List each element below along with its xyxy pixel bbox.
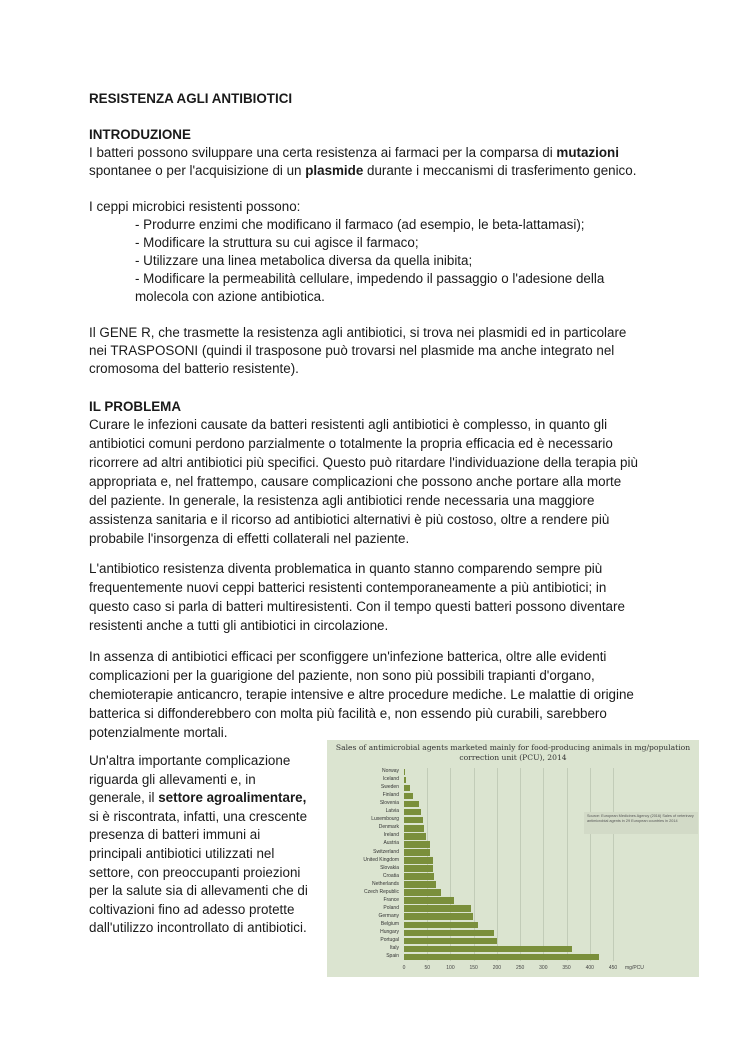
problem-p2-line: questo caso si parla di batteri multiresistenti. Con il tempo questi batteri possono diventare: [89, 599, 625, 614]
category-label: Denmark: [378, 824, 399, 831]
chart-bar-row: [327, 873, 699, 881]
x-tick-label: 200: [492, 965, 502, 971]
chart-bar: [404, 865, 433, 872]
intro-paragraph-line-1: [89, 144, 619, 162]
category-label: Sweden: [380, 784, 399, 791]
category-label: Portugal: [380, 937, 399, 944]
text-run: durante i meccanismi di trasferimento genico.: [363, 163, 637, 178]
chart-source-note: Source: European Medicines Agency (2016) Sales of veterinary antimicrobial agents in 29 European countries in 2014: [584, 812, 698, 834]
side-line: Un'altra importante complicazione: [89, 753, 291, 768]
side-line: per la salute sia di allevamenti che di: [89, 883, 308, 899]
x-tick-label: 450: [608, 965, 618, 971]
text-run: I batteri possono sviluppare una certa resistenza ai farmaci per la comparsa di: [89, 145, 557, 160]
chart-bar: [404, 930, 494, 937]
problem-p3-line: batterica si diffonderebbero con molta più facilità e, non essendo più curabili, sarebbero: [89, 706, 607, 721]
side-line: coltivazioni fino ad adesso protette: [89, 901, 295, 917]
category-label: France: [383, 896, 399, 903]
chart-bar: [404, 825, 424, 832]
problem-p1-line: Curare le infezioni causate da batteri resistenti agli antibiotici è complesso, in quanto gli: [89, 417, 608, 432]
chart-bar-row: [327, 857, 699, 865]
list-intro: I ceppi microbici resistenti possono:: [89, 199, 301, 214]
chart-bar-row: [327, 897, 699, 905]
x-tick-label: 100: [446, 965, 455, 971]
chart-bar: [404, 785, 410, 792]
x-axis-unit: mg/PCU: [625, 965, 644, 971]
category-label: Ireland: [383, 832, 399, 839]
chart-bar: [404, 793, 413, 800]
chart-bar-row: [327, 913, 699, 921]
list-item: - Utilizzare una linea metabolica diversa da quella inibita;: [135, 253, 473, 268]
chart-bar: [404, 809, 421, 816]
category-label: Switzerland: [373, 848, 399, 855]
chart-bar: [404, 849, 430, 856]
problem-p3-line: complicazioni per la guarigione del paziente, non sono più possibili trapianti d'organo,: [89, 668, 595, 683]
x-tick-label: 250: [515, 965, 525, 971]
chart-bar-row: [327, 889, 699, 897]
x-tick-label: 150: [469, 965, 478, 971]
chart-bar: [404, 817, 423, 824]
category-label: Belgium: [380, 920, 399, 927]
category-label: Luxembourg: [371, 816, 399, 823]
chart-bar: [404, 769, 405, 776]
side-line: si è riscontrata, infatti, una crescente: [89, 808, 308, 824]
chart-bar: [404, 897, 454, 904]
side-line: presenza di batteri immuni ai: [89, 827, 261, 843]
problem-p1-line: antibiotici comuni perdono parzialmente o totalmente la propria efficacia ed è necessario: [89, 436, 613, 451]
gene-paragraph-line: nei TRASPOSONI (quindi il trasposone può trovarsi nel plasmide ma anche integrato nel: [89, 343, 615, 358]
category-label: Netherlands: [372, 880, 399, 887]
chart-bar: [404, 857, 433, 864]
x-tick-label: 400: [585, 965, 594, 971]
chart-bar: [404, 938, 497, 945]
document-title: RESISTENZA AGLI ANTIBIOTICI: [89, 91, 293, 106]
side-line: riguarda gli allevamenti e, in: [89, 771, 256, 787]
chart-bar-row: [327, 784, 699, 792]
gene-paragraph-line: Il GENE R, che trasmette la resistenza agli antibiotici, si trova nei plasmidi ed in particolare: [89, 325, 627, 340]
category-label: United Kingdom: [363, 856, 399, 863]
chart-bar: [404, 777, 406, 784]
chart-bar: [404, 889, 441, 896]
intro-heading: INTRODUZIONE: [89, 127, 191, 142]
list-item: - Modificare la struttura su cui agisce il farmaco;: [135, 235, 419, 250]
category-label: Iceland: [382, 776, 399, 783]
chart-bar: [404, 881, 436, 888]
category-label: Germany: [378, 912, 399, 919]
x-tick-label: 50: [424, 965, 430, 971]
side-line: [89, 789, 329, 808]
chart-bar-row: [327, 792, 699, 800]
problem-p2-line: L'antibiotico resistenza diventa problematica in quanto stanno comparendo sempre più: [89, 561, 603, 576]
chart-bar-row: [327, 921, 699, 929]
category-label: Latvia: [385, 808, 399, 815]
chart-bar: [404, 946, 572, 953]
problem-p1-line: probabile l'insorgenza di effetti collaterali nel paziente.: [89, 531, 410, 546]
intro-paragraph-line-2: [89, 162, 636, 180]
list-item: - Modificare la permeabilità cellulare, impedendo il passaggio o l'adesione della: [135, 271, 605, 286]
category-label: Austria: [383, 840, 399, 847]
chart-bar-row: [327, 776, 699, 784]
list-item-continuation: molecola con azione antibiotica.: [135, 289, 325, 304]
chart-bar-row: [327, 945, 699, 953]
chart-bar: [404, 954, 599, 961]
chart-bar-row: [327, 929, 699, 937]
chart-bar-row: [327, 840, 699, 848]
problem-heading: IL PROBLEMA: [89, 399, 182, 414]
problem-p3-line: In assenza di antibiotici efficaci per sconfiggere un'infezione batterica, oltre alle evidenti: [89, 649, 607, 664]
category-label: Italy: [389, 945, 399, 952]
problem-p3-line: chemioterapie anticancro, terapie intensive e altre procedure mediche. Le malattie di origine: [89, 687, 634, 702]
chart-bar-row: [327, 865, 699, 873]
category-label: Finland: [382, 792, 399, 799]
x-tick-label: 350: [562, 965, 571, 971]
problem-p1-line: assistenza sanitaria e il ricorso ad antibiotici alternativi è più costoso, oltre a rendere più: [89, 512, 610, 527]
bold-term-settore-agroalimentare: settore agroalimentare,: [158, 790, 307, 806]
problem-p1-line: del paziente. In generale, la resistenza agli antibiotici rende necessaria una maggiore: [89, 493, 595, 508]
chart-bar: [404, 905, 471, 912]
chart-bar: [404, 922, 478, 929]
problem-p1-line: ricorrere ad altri antibiotici più specifici. Questo può ritardare l'individuazione della terapia più: [89, 455, 638, 470]
category-label: Slovakia: [380, 864, 399, 871]
text-run: generale, il: [89, 790, 159, 806]
chart-bar-row: [327, 937, 699, 945]
problem-p3-line: potenzialmente mortali.: [89, 725, 228, 740]
category-label: Spain: [386, 953, 399, 960]
category-label: Czech Republic: [363, 888, 399, 895]
problem-p2-line: resistenti anche a tutti gli antibiotici in circolazione.: [89, 618, 389, 633]
text-run: spontanee o per l'acquisizione di un: [89, 163, 306, 178]
chart-bar-row: [327, 800, 699, 808]
problem-p1-line: appropriata e, nel frattempo, causare complicazioni che possono anche portare alla morte: [89, 474, 622, 489]
chart-bar: [404, 913, 473, 920]
agrifood-paragraph: [89, 752, 329, 938]
chart-bar-row: [327, 768, 699, 776]
gene-paragraph-line: cromosoma del batterio resistente).: [89, 361, 299, 376]
chart-title: Sales of antimicrobial agents marketed mainly for food-producing animals in mg/population correction unit (PCU), 2014: [335, 743, 691, 762]
x-tick-label: 0: [402, 965, 406, 971]
side-line: principali antibiotici utilizzati nel: [89, 845, 275, 861]
chart-bar-row: [327, 905, 699, 913]
category-label: Slovenia: [379, 800, 399, 807]
bold-term-plasmide: plasmide: [305, 163, 364, 178]
list-item: - Produrre enzimi che modificano il farmaco (ad esempio, le beta-lattamasi);: [135, 217, 585, 232]
chart-bar: [404, 873, 434, 880]
category-label: Poland: [383, 904, 399, 911]
x-tick-label: 300: [539, 965, 548, 971]
chart-bar: [404, 801, 419, 808]
chart-bar: [404, 833, 426, 840]
problem-p2-line: frequentemente nuovi ceppi batterici resistenti contemporaneamente a più antibiotici; in: [89, 580, 607, 595]
side-line: settore, con preoccupanti proiezioni: [89, 864, 301, 880]
category-label: Croatia: [382, 872, 399, 879]
category-label: Norway: [382, 768, 399, 774]
chart-bar-row: [327, 849, 699, 857]
chart-bar: [404, 841, 430, 848]
chart-bar-row: [327, 881, 699, 889]
chart-bar-row: [327, 953, 699, 961]
antimicrobial-sales-chart: [327, 740, 699, 977]
side-line: dall'utilizzo incontrollato di antibiotici.: [89, 920, 307, 936]
chart-plot-area: [327, 740, 699, 977]
bold-term-mutazioni: mutazioni: [556, 145, 619, 160]
category-label: Hungary: [380, 929, 399, 935]
